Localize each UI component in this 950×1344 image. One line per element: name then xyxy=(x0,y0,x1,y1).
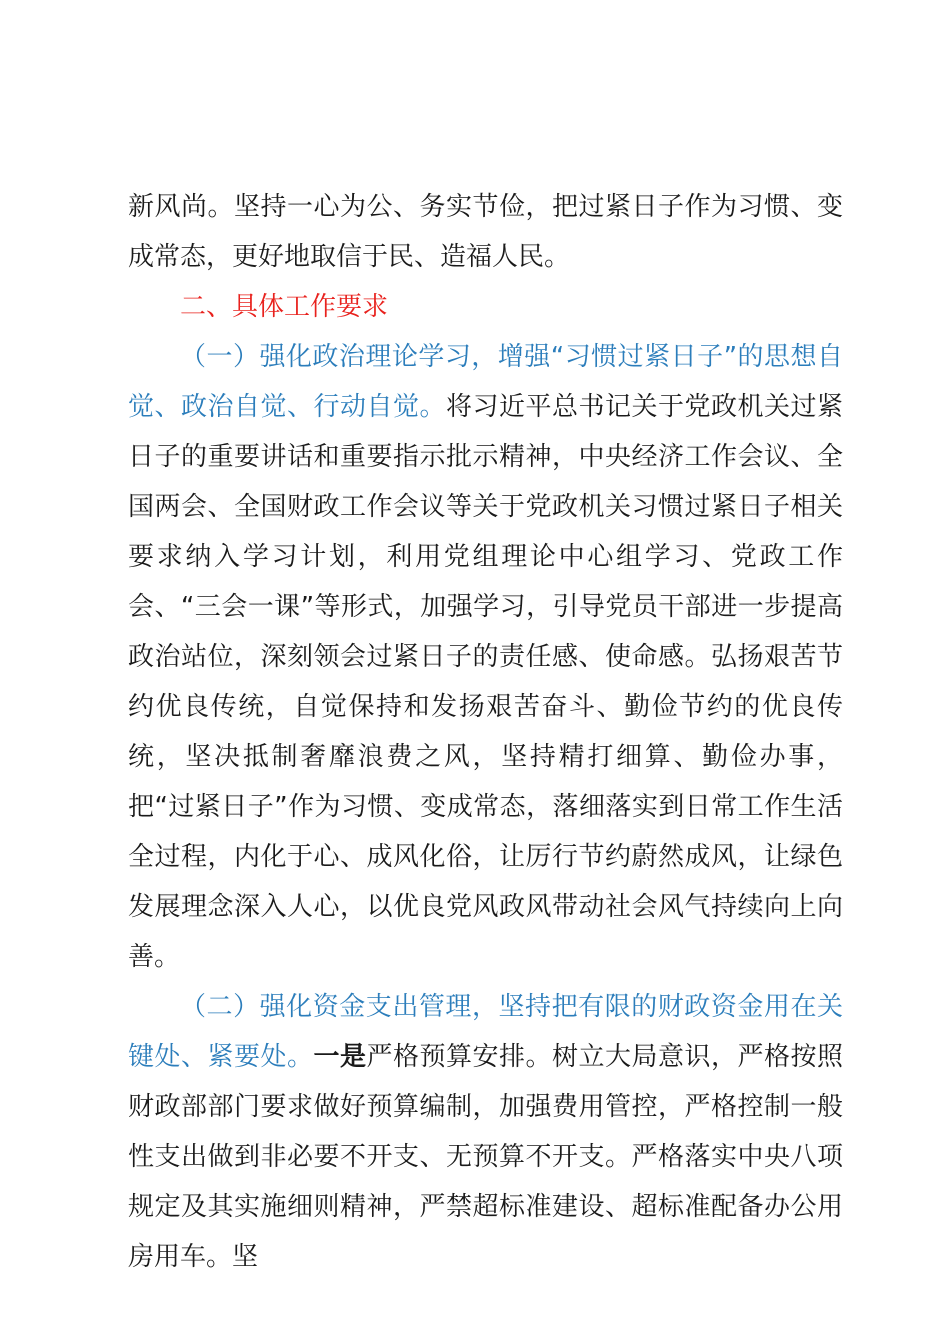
document-body xyxy=(128,182,843,1282)
intro-paragraph xyxy=(128,182,843,282)
section-heading: 二、具体工作要求 xyxy=(180,292,389,322)
item2-body: 严格预算安排。树立大局意识，严格按照财政部部门要求做好预算编制，加强费用管控，严格控制一般性支出做到非必要不开支、无预算不开支。严格落实中央八项规定及其实施细则精神，严禁超标准建设、超标准配备办公用房用车。坚 xyxy=(128,1042,843,1272)
item1-heading: （一）强化政治理论学习，增强“习惯过紧日子”的思想自觉、政治自觉、行动自觉。 xyxy=(128,342,843,422)
intro-paragraph-text: 新风尚。坚持一心为公、务实节俭，把过紧日子作为习惯、变成常态，更好地取信于民、造福人民。 xyxy=(128,192,843,272)
item1-paragraph xyxy=(128,332,843,982)
section-heading-paragraph xyxy=(128,282,843,332)
item1-body: 将习近平总书记关于党政机关过紧日子的重要讲话和重要指示批示精神，中央经济工作会议、全国两会、全国财政工作会议等关于党政机关习惯过紧日子相关要求纳入学习计划，利用党组理论中心组学习、党政工作会、“三会一课”等形式，加强学习，引导党员干部进一步提高政治站位，深刻领会过紧日子的责任感、使命感。弘扬艰苦节约优良传统，自觉保持和发扬艰苦奋斗、勤俭节约的优良传统，坚决抵制奢靡浪费之风，坚持精打细算、勤俭办事，把“过紧日子”作为习惯、变成常态，落细落实到日常工作生活全过程，内化于心、成风化俗，让厉行节约蔚然成风，让绿色发展理念深入人心，以优良党风政风带动社会风气持续向上向善。 xyxy=(128,392,843,972)
item2-heading: （二）强化资金支出管理，坚持把有限的财政资金用在关键处、紧要处。 xyxy=(128,992,843,1072)
item2-paragraph xyxy=(128,982,843,1282)
item2-bold-lead: 一是 xyxy=(313,1042,367,1072)
